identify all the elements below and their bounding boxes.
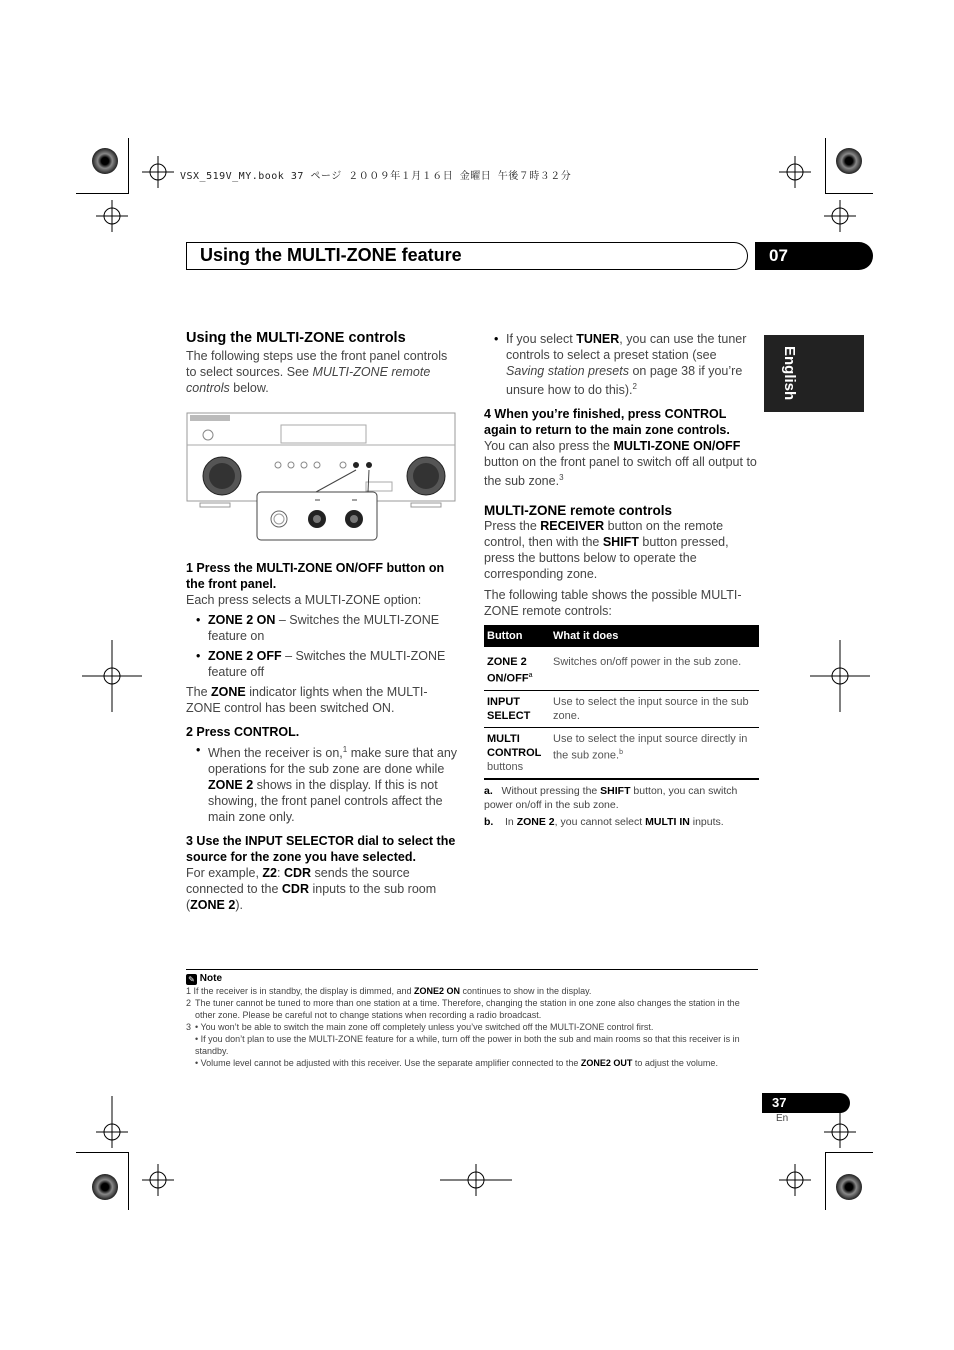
note-2: 2 The tuner cannot be tuned to more than one station at a time. Therefore, changing the station in one zone also changes the station in the other zone. Please be careful not to change stations when recording a radio broadcast. <box>186 998 740 1020</box>
chapter-number: 07 <box>755 242 873 270</box>
tuner-bullet: • If you select TUNER, you can use the tuner controls to select a preset station (see Saving station presets on page 38 if you’re unsure how to do this).$^2$ <box>492 331 758 398</box>
right-column <box>484 331 758 829</box>
zone-indicator-paragraph: The ZONE indicator lights when the MULTI-ZONE control has been switched ON. <box>186 685 428 715</box>
table-footnote-a: a. Without pressing the SHIFT button, you can switch power on/off in the sub zone. <box>484 784 738 811</box>
table-row: ZONE 2 ON/OFF$^a$ Switches on/off power in the sub zone. <box>484 647 759 690</box>
step-4-title: 4 When you’re finished, press CONTROL again to return to the main zone controls. <box>484 407 730 438</box>
step-2-title: 2 Press CONTROL. <box>186 725 300 739</box>
page-language: En <box>776 1113 789 1124</box>
step-2-bullet: • When the receiver is on,$^1$ make sure that any operations for the sub zone are done while ZONE 2 shows in the display. If this is not showing, the front panel controls affect the main zone only. <box>194 742 461 825</box>
bullet-zone2-off: • ZONE 2 OFF – Switches the MULTI-ZONE feature off <box>194 648 461 680</box>
table-header-row <box>484 625 759 647</box>
remote-intro: Press the RECEIVER button on the remote control, then with the SHIFT button pressed, press the buttons below to operate the corresponding zone. <box>484 519 729 582</box>
table-footnote-b: b. In ZONE 2, you cannot select MULTI IN inputs. <box>484 815 724 828</box>
step-3-title: 3 Use the INPUT SELECTOR dial to select the source for the zone you have selected. <box>186 834 456 865</box>
table-intro: The following table shows the possible MULTI-ZONE remote controls: <box>484 588 742 619</box>
step-3-text: For example, Z2: CDR sends the source connected to the CDR inputs to the sub room (ZONE 2). <box>186 866 437 913</box>
page-title: Using the MULTI-ZONE feature <box>200 245 462 265</box>
step-1-title: 1 Press the MULTI-ZONE ON/OFF button on the front panel. <box>186 561 445 591</box>
step-1-text: Each press selects a MULTI-ZONE option: <box>186 593 422 607</box>
left-steps <box>186 560 461 913</box>
note-heading: ✎ Note <box>186 973 758 985</box>
book-info-line: VSX_519V_MY.book 37 ページ ２００９年１月１６日 金曜日 午後７時３２分 <box>180 171 572 182</box>
language-label: English <box>781 346 798 401</box>
page-number: 37 <box>762 1093 850 1113</box>
remote-controls-title: MULTI-ZONE remote controls <box>484 503 673 519</box>
bullet-zone2-on: • ZONE 2 ON – Switches the MULTI-ZONE feature on <box>194 612 461 644</box>
table-header-what-it-does: What it does <box>550 625 759 647</box>
section-title: Using the MULTI-ZONE controls <box>186 330 406 346</box>
note-3: 3 • You won’t be able to switch the main zone off completely unless you’ve switched off the MULTI-ZONE control first. • If you don’t plan to use the MULTI-ZONE feature for a while, turn off the power in both the sub and main rooms so that this receiver is in standby. • Volume level cannot be adjusted with this receiver. Use the separate amplifier connected to the ZONE2 OUT to adjust the volume. <box>186 1022 740 1068</box>
step-4-text: You can also press the MULTI-ZONE ON/OFF button on the front panel to switch off all output to the sub zone.$^3$ <box>484 439 757 489</box>
note-icon: ✎ <box>186 974 197 985</box>
notes-section <box>186 969 758 1069</box>
intro-paragraph: The following steps use the front panel controls to select sources. See MULTI-ZONE remote controls below. <box>186 349 448 395</box>
table-row: MULTI CONTROL buttons Use to select the input source directly in the sub zone.$^b$ <box>484 727 759 779</box>
table-header-button: Button <box>484 625 550 647</box>
note-1: 1 If the receiver is in standby, the display is dimmed, and ZONE2 ON continues to show in the display. <box>186 986 592 996</box>
left-column <box>186 330 461 396</box>
table-row: INPUT SELECT Use to select the input source in the sub zone. <box>484 690 759 727</box>
intro-link[interactable]: MULTI-ZONE remote controls <box>186 365 431 395</box>
remote-controls-table <box>484 625 759 780</box>
saving-presets-link[interactable]: Saving station presets <box>506 364 629 378</box>
receiver-front-panel-diagram <box>186 412 458 542</box>
